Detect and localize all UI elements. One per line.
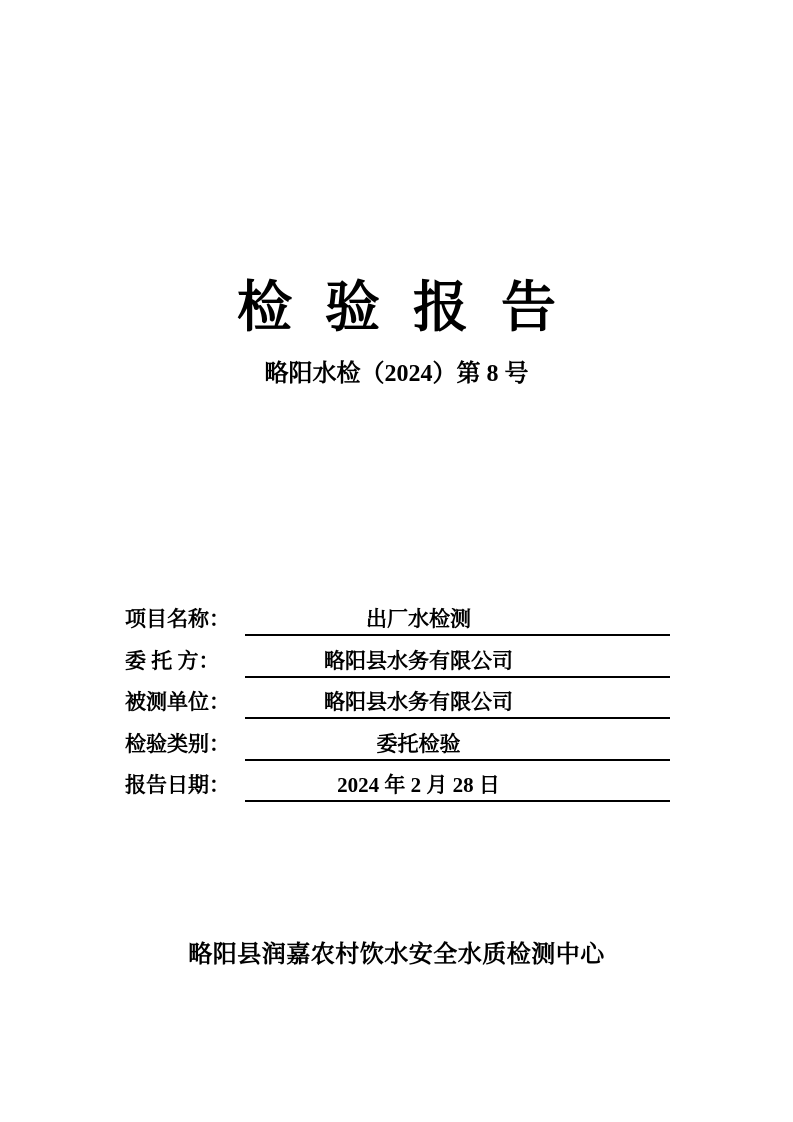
field-label-project-name: 项目名称： [125, 607, 230, 631]
field-value-report-date: 2024 年 2 月 28 日 [245, 775, 670, 802]
field-label-inspection-type: 检验类别： [125, 731, 230, 756]
field-value-tested-unit: 略阳县水务有限公司 [245, 692, 670, 719]
report-info-form [125, 609, 670, 802]
form-row-inspection-type [125, 731, 670, 761]
field-value-client: 略阳县水务有限公司 [245, 651, 670, 678]
form-row-project-name [125, 609, 670, 636]
field-label-client: 委 托 方： [125, 648, 220, 673]
form-row-tested-unit [125, 692, 670, 719]
field-label-tested-unit: 被测单位： [125, 690, 230, 714]
report-title: 检验报告 [236, 277, 589, 338]
report-number: 略阳水检（2024）第 8 号 [264, 361, 529, 387]
form-row-client [125, 648, 670, 678]
footer-organization-name: 略阳县润嘉农村饮水安全水质检测中心 [188, 942, 605, 968]
form-row-report-date [125, 775, 670, 802]
field-value-inspection-type: 委托检验 [245, 734, 670, 761]
field-value-project-name: 出厂水检测 [245, 609, 670, 636]
field-label-report-date: 报告日期： [125, 773, 230, 797]
